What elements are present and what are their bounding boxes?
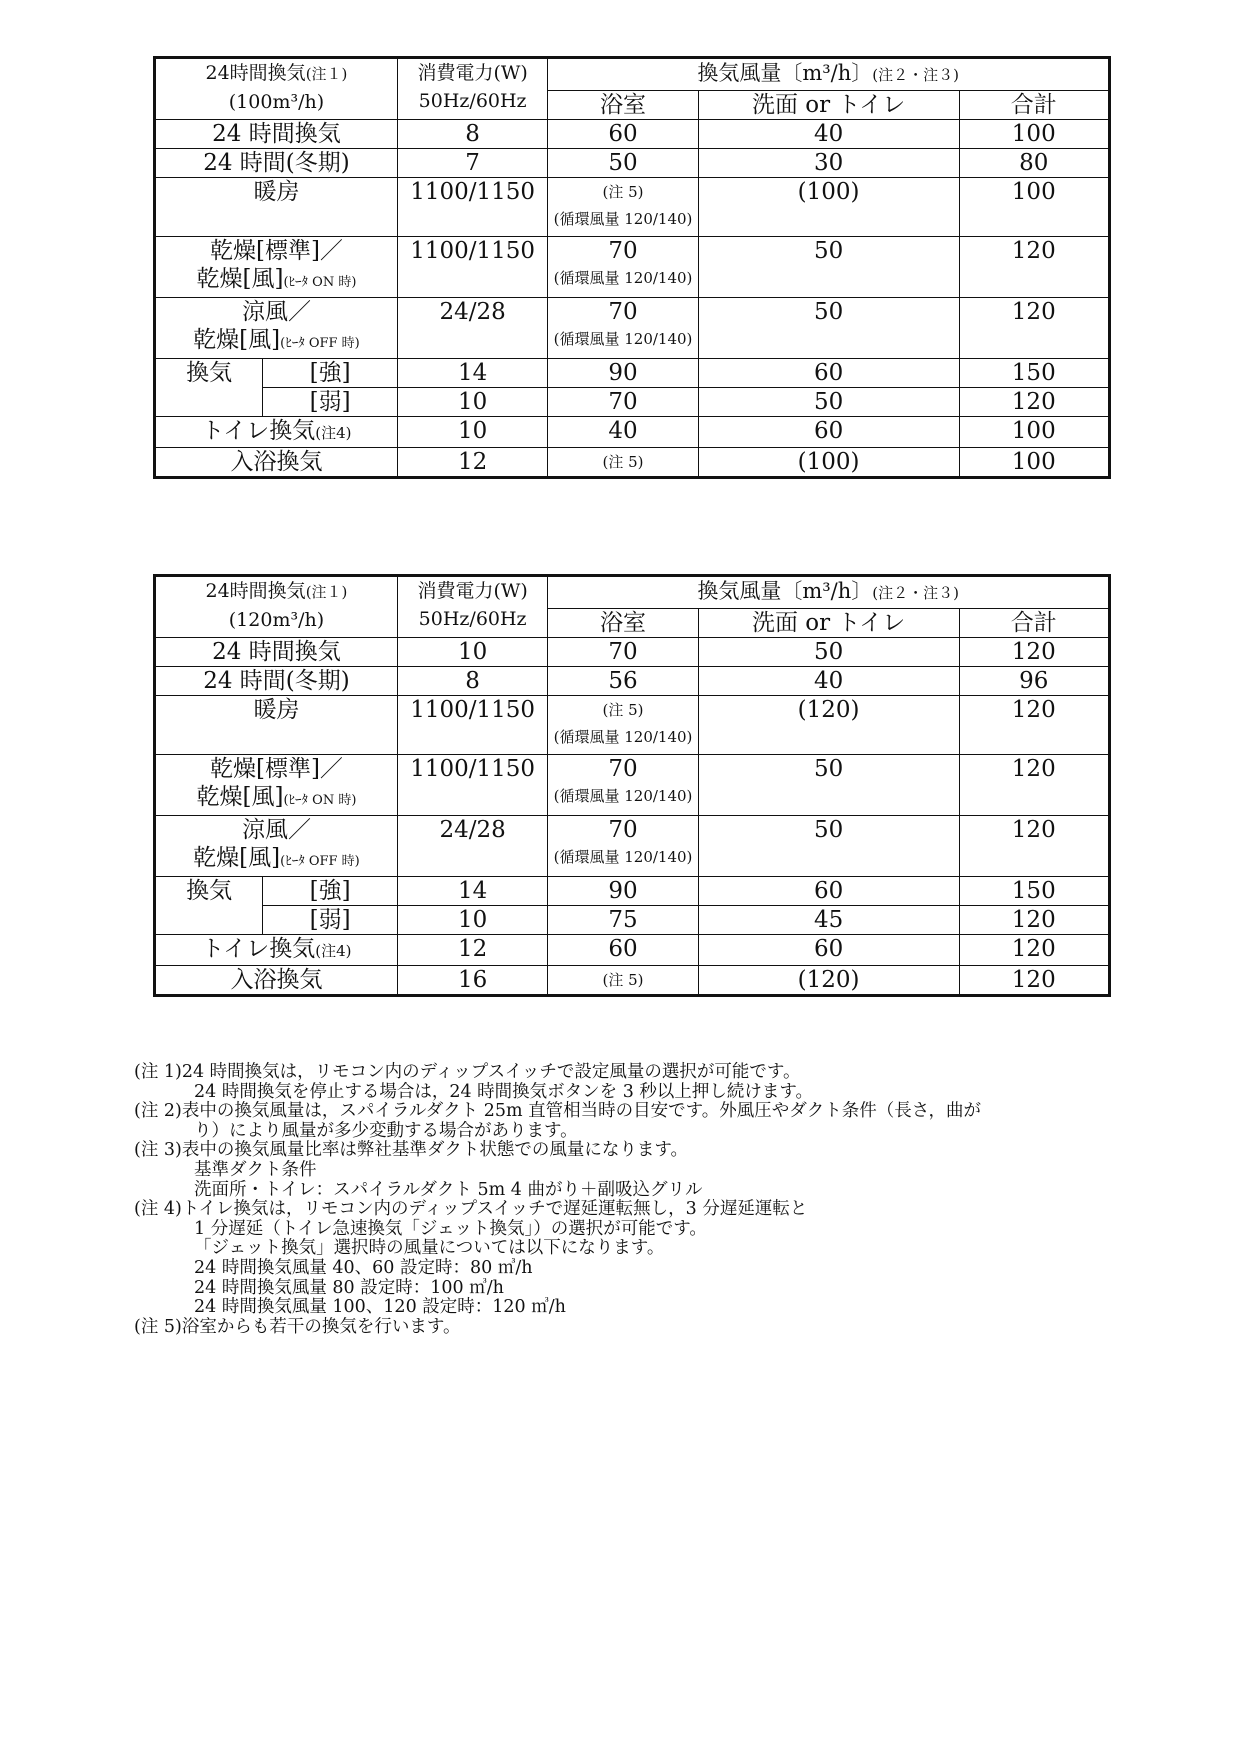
col-total-header: 合計 <box>959 90 1109 119</box>
note-line: 1 分遅延（トイレ急速換気「ジェット換気」）の選択が可能です。 <box>194 1218 707 1239</box>
bath-circulation-note: (循環風量 120/140) <box>553 728 693 746</box>
table-row <box>155 638 1110 667</box>
bath-circulation-note: (循環風量 120/140) <box>553 848 693 866</box>
mode-label: 入浴換気 <box>230 967 323 993</box>
mode-header-capacity: (100m³/h) <box>228 91 325 113</box>
total-cell: 150 <box>959 877 1109 906</box>
bath-value: 60 <box>608 121 638 147</box>
wash-cell: 60 <box>698 935 959 966</box>
total-cell: 100 <box>959 120 1109 149</box>
mode-label: 乾燥[標準]／ <box>209 756 343 782</box>
bath-cell <box>548 877 698 906</box>
table-row <box>155 816 1110 877</box>
power-cell: 8 <box>397 667 547 696</box>
total-cell: 120 <box>959 816 1109 877</box>
total-cell: 120 <box>959 755 1109 816</box>
table-row <box>155 667 1110 696</box>
table-row <box>155 359 1110 388</box>
col-total-header: 合計 <box>959 608 1109 637</box>
wash-cell: (120) <box>698 696 959 755</box>
mode-label-2-note: (ﾋｰﾀ ON 時) <box>283 275 357 290</box>
wash-cell: 50 <box>698 237 959 298</box>
mode-header-note: (注１) <box>305 583 348 601</box>
airflow-header-label: 換気風量〔m³/h〕 <box>697 61 873 85</box>
power-cell: 1100/1150 <box>397 237 547 298</box>
table-row <box>155 388 1110 417</box>
airflow-header-note: (注２・注３) <box>872 584 959 602</box>
total-cell: 120 <box>959 388 1109 417</box>
power-header <box>397 58 547 120</box>
header-row <box>155 576 1110 609</box>
bath-circulation-note: (循環風量 120/140) <box>553 269 693 287</box>
bath-cell <box>548 906 698 935</box>
mode-label: 暖房 <box>253 697 300 723</box>
bath-value: 50 <box>608 150 638 176</box>
bath-value: 90 <box>608 360 638 386</box>
mode-header-label: 24時間換気 <box>205 62 306 84</box>
bath-cell <box>548 417 698 448</box>
airflow-header-label: 換気風量〔m³/h〕 <box>697 579 873 603</box>
bath-cell <box>548 755 698 816</box>
mode-label: 乾燥[標準]／ <box>209 238 343 264</box>
mode-cell <box>155 237 398 298</box>
mode-cell <box>155 417 398 448</box>
mode-header <box>155 576 398 638</box>
note-line: 「ジェット換気」選択時の風量については以下になります。 <box>194 1238 665 1259</box>
wash-cell: 45 <box>698 906 959 935</box>
power-cell: 1100/1150 <box>397 696 547 755</box>
bath-circulation-note: (循環風量 120/140) <box>553 787 693 805</box>
mode-note: (注4) <box>315 942 352 960</box>
bath-cell <box>548 298 698 359</box>
power-header-freq: 50Hz/60Hz <box>418 90 527 112</box>
bath-value: 90 <box>608 878 638 904</box>
power-cell: 8 <box>397 120 547 149</box>
mode-label: 24 時間(冬期) <box>203 150 350 176</box>
wash-cell: 50 <box>698 388 959 417</box>
bath-cell <box>548 816 698 877</box>
bath-cell <box>548 667 698 696</box>
mode-cell <box>155 935 398 966</box>
mode-sub-cell: [弱] <box>263 388 398 417</box>
mode-cell <box>155 448 398 478</box>
wash-cell: 60 <box>698 877 959 906</box>
power-header-label: 消費電力(W) <box>417 62 528 84</box>
bath-value: 70 <box>608 299 638 325</box>
mode-label: トイレ換気 <box>201 418 316 444</box>
power-cell: 1100/1150 <box>397 755 547 816</box>
wash-cell: (100) <box>698 448 959 478</box>
wash-cell: 50 <box>698 755 959 816</box>
power-header-label: 消費電力(W) <box>417 580 528 602</box>
total-cell: 80 <box>959 149 1109 178</box>
power-header <box>397 576 547 638</box>
mode-label-2-note: (ﾋｰﾀ OFF 時) <box>280 336 360 351</box>
airflow-table-100 <box>153 56 1111 479</box>
mode-label-2: 乾燥[風] <box>196 784 284 810</box>
wash-cell: 30 <box>698 149 959 178</box>
airflow-header <box>548 576 1110 609</box>
col-bath-header: 浴室 <box>548 608 698 637</box>
airflow-table-120 <box>153 574 1111 997</box>
bath-cell <box>548 178 698 237</box>
power-cell: 12 <box>397 448 547 478</box>
bath-cell <box>548 149 698 178</box>
mode-cell <box>155 638 398 667</box>
mode-header <box>155 58 398 120</box>
total-cell: 100 <box>959 448 1109 478</box>
table-row <box>155 178 1110 237</box>
table-row <box>155 417 1110 448</box>
note-line: 基準ダクト条件 <box>194 1159 317 1180</box>
mode-cell <box>155 966 398 996</box>
note-line: (注 5)浴室からも若干の換気を行います。 <box>134 1316 461 1337</box>
mode-label: 暖房 <box>253 179 300 205</box>
wash-cell: 40 <box>698 120 959 149</box>
bath-value: 75 <box>608 907 638 933</box>
total-cell: 150 <box>959 359 1109 388</box>
mode-label-line2 <box>156 265 397 297</box>
bath-cell <box>548 237 698 298</box>
mode-cell <box>155 149 398 178</box>
note-line: (注 2)表中の換気風量は，スパイラルダクト 25m 直管相当時の目安です。外風圧やダクト条件（長さ，曲が <box>134 1101 982 1122</box>
bath-value: 70 <box>608 639 638 665</box>
wash-cell: (120) <box>698 966 959 996</box>
bath-cell <box>548 935 698 966</box>
col-bath-header: 浴室 <box>548 90 698 119</box>
note-line: 洗面所・トイレ：スパイラルダクト 5m 4 曲がり＋副吸込グリル <box>194 1179 703 1200</box>
table-row <box>155 448 1110 478</box>
table-row <box>155 906 1110 935</box>
power-cell: 16 <box>397 966 547 996</box>
bath-cell <box>548 638 698 667</box>
table-row <box>155 935 1110 966</box>
total-cell: 96 <box>959 667 1109 696</box>
airflow-header-note: (注２・注３) <box>872 66 959 84</box>
bath-value: 70 <box>608 756 638 782</box>
power-cell: 10 <box>397 906 547 935</box>
bath-value: 70 <box>608 389 638 415</box>
mode-cell: 換気 <box>155 877 263 935</box>
power-header-freq: 50Hz/60Hz <box>418 608 527 630</box>
table-row <box>155 877 1110 906</box>
wash-cell: (100) <box>698 178 959 237</box>
airflow-header <box>548 58 1110 91</box>
bath-cell <box>548 388 698 417</box>
mode-note: (注4) <box>315 424 352 442</box>
mode-label-2: 乾燥[風] <box>193 845 281 871</box>
bath-value: 56 <box>608 668 638 694</box>
mode-cell <box>155 120 398 149</box>
note-line: (注 4)トイレ換気は，リモコン内のディップスイッチで遅延運転無し，3 分遅延運転と <box>134 1199 808 1220</box>
mode-sub-cell: [弱] <box>263 906 398 935</box>
bath-cell <box>548 966 698 996</box>
mode-label: 涼風／ <box>241 817 311 843</box>
mode-cell <box>155 298 398 359</box>
note-line: (注 3)表中の換気風量比率は弊社基準ダクト状態での風量になります。 <box>134 1140 688 1161</box>
mode-sub-cell: [強] <box>263 877 398 906</box>
power-cell: 10 <box>397 638 547 667</box>
note-line: 24 時間換気風量 40、60 設定時：80 ㎥/h <box>194 1257 533 1278</box>
bath-cell <box>548 448 698 478</box>
mode-cell <box>155 816 398 877</box>
col-wash-header: 洗面 or トイレ <box>698 90 959 119</box>
mode-label-2-note: (ﾋｰﾀ ON 時) <box>283 793 357 808</box>
total-cell: 100 <box>959 417 1109 448</box>
mode-label: 24 時間(冬期) <box>203 668 350 694</box>
power-cell: 10 <box>397 388 547 417</box>
wash-cell: 40 <box>698 667 959 696</box>
bath-value: 40 <box>608 418 638 444</box>
bath-value: 60 <box>608 936 638 962</box>
mode-label: 24 時間換気 <box>212 121 341 147</box>
mode-label-2-note: (ﾋｰﾀ OFF 時) <box>280 854 360 869</box>
table-row <box>155 237 1110 298</box>
power-cell: 24/28 <box>397 298 547 359</box>
note-line: 24 時間換気を停止する場合は，24 時間換気ボタンを 3 秒以上押し続けます。 <box>194 1081 814 1102</box>
bath-value: (注 5) <box>602 183 644 201</box>
power-cell: 14 <box>397 359 547 388</box>
table-row <box>155 696 1110 755</box>
mode-label: 入浴換気 <box>230 449 323 475</box>
bath-cell <box>548 696 698 755</box>
total-cell: 120 <box>959 935 1109 966</box>
col-wash-header: 洗面 or トイレ <box>698 608 959 637</box>
note-line: (注 1)24 時間換気は，リモコン内のディップスイッチで設定風量の選択が可能です。 <box>134 1062 801 1082</box>
wash-cell: 50 <box>698 638 959 667</box>
mode-header-label: 24時間換気 <box>205 580 306 602</box>
power-cell: 7 <box>397 149 547 178</box>
wash-cell: 50 <box>698 816 959 877</box>
table-row <box>155 966 1110 996</box>
note-line: り）により風量が多少変動する場合があります。 <box>194 1120 578 1141</box>
bath-value: (注 5) <box>602 453 644 471</box>
bath-value: (注 5) <box>602 971 644 989</box>
mode-cell <box>155 178 398 237</box>
bath-value: 70 <box>608 238 638 264</box>
mode-cell <box>155 667 398 696</box>
bath-value: (注 5) <box>602 701 644 719</box>
total-cell: 120 <box>959 906 1109 935</box>
total-cell: 120 <box>959 638 1109 667</box>
mode-label: 涼風／ <box>241 299 311 325</box>
bath-cell <box>548 120 698 149</box>
mode-label-line2 <box>156 783 397 815</box>
bath-cell <box>548 359 698 388</box>
mode-label-2: 乾燥[風] <box>196 266 284 292</box>
notes-section <box>134 1063 1124 1337</box>
mode-header-capacity: (120m³/h) <box>228 609 325 631</box>
table-row <box>155 149 1110 178</box>
table-row <box>155 120 1110 149</box>
mode-cell <box>155 755 398 816</box>
mode-cell <box>155 696 398 755</box>
mode-sub-cell: [強] <box>263 359 398 388</box>
bath-circulation-note: (循環風量 120/140) <box>553 210 693 228</box>
mode-label-line2 <box>156 844 397 876</box>
total-cell: 120 <box>959 237 1109 298</box>
total-cell: 120 <box>959 966 1109 996</box>
power-cell: 24/28 <box>397 816 547 877</box>
table-row <box>155 755 1110 816</box>
power-cell: 10 <box>397 417 547 448</box>
power-cell: 14 <box>397 877 547 906</box>
wash-cell: 60 <box>698 417 959 448</box>
table-row <box>155 298 1110 359</box>
total-cell: 120 <box>959 696 1109 755</box>
wash-cell: 60 <box>698 359 959 388</box>
bath-value: 70 <box>608 817 638 843</box>
bath-circulation-note: (循環風量 120/140) <box>553 330 693 348</box>
mode-label: 24 時間換気 <box>212 639 341 665</box>
mode-label-2: 乾燥[風] <box>193 327 281 353</box>
mode-label: トイレ換気 <box>201 936 316 962</box>
note-line: 24 時間換気風量 80 設定時：100 ㎥/h <box>194 1277 504 1298</box>
mode-cell: 換気 <box>155 359 263 417</box>
wash-cell: 50 <box>698 298 959 359</box>
total-cell: 120 <box>959 298 1109 359</box>
mode-label-line2 <box>156 326 397 358</box>
header-row <box>155 58 1110 91</box>
power-cell: 1100/1150 <box>397 178 547 237</box>
total-cell: 100 <box>959 178 1109 237</box>
note-line: 24 時間換気風量 100、120 設定時：120 ㎥/h <box>194 1297 566 1318</box>
power-cell: 12 <box>397 935 547 966</box>
mode-header-note: (注１) <box>305 65 348 83</box>
